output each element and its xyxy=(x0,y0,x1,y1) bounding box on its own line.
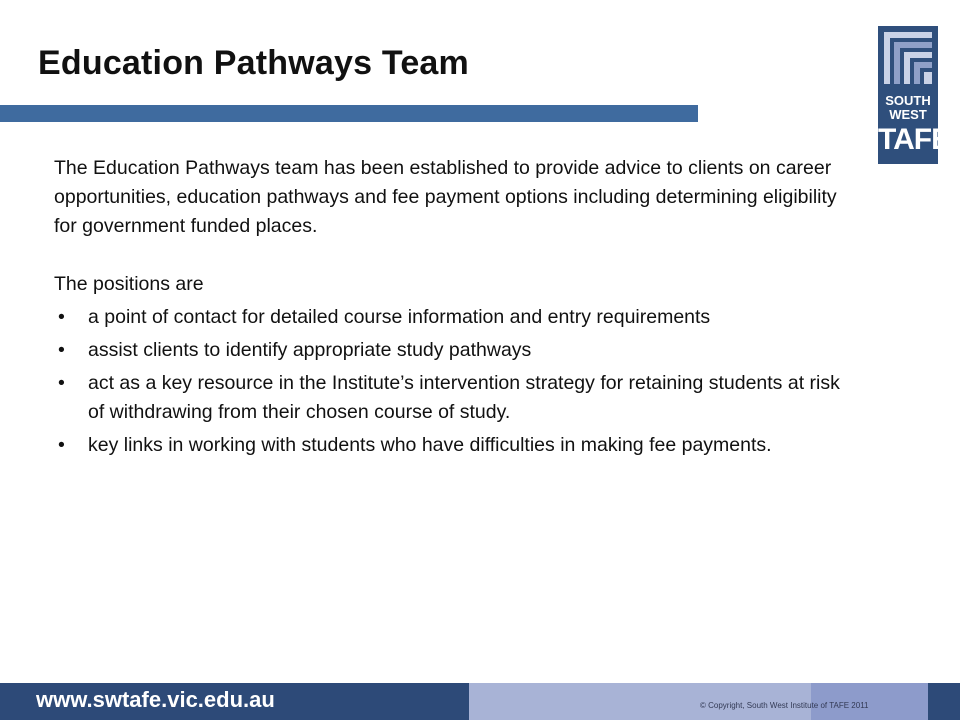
footer-segment xyxy=(469,683,691,720)
list-item-text: assist clients to identify appropriate study pathways xyxy=(88,339,532,361)
website-link[interactable]: www.swtafe.vic.edu.au xyxy=(36,687,275,712)
slide-body xyxy=(54,154,854,460)
bullet-glyph: • xyxy=(58,434,65,456)
list-item-text: key links in working with students who have difficulties in making fee payments. xyxy=(88,434,772,456)
bullet-glyph: • xyxy=(58,339,65,361)
copyright-notice: © Copyright, South West Institute of TAFE 2011 xyxy=(700,701,869,710)
list-item xyxy=(54,431,854,460)
list-item xyxy=(54,336,854,365)
list-item-text: a point of contact for detailed course information and entry requirements xyxy=(88,306,711,328)
bullet-glyph: • xyxy=(58,306,65,328)
list-item xyxy=(54,303,854,332)
positions-list xyxy=(54,303,854,460)
positions-label: The positions are xyxy=(54,273,204,295)
bullet-glyph: • xyxy=(58,372,65,394)
logo-text-tafe: TAFE xyxy=(878,123,951,156)
south-west-tafe-logo xyxy=(878,26,951,164)
footer-segment xyxy=(928,683,960,720)
intro-paragraph: The Education Pathways team has been established to provide advice to clients on career opportunities, education pathways and fee payment options including determining eligibility for government funded places. xyxy=(54,157,837,237)
logo-squares-graphic xyxy=(878,26,938,96)
logo-text-west: WEST xyxy=(889,107,927,122)
title-underline-bar xyxy=(0,105,698,122)
logo-text-south: SOUTH xyxy=(885,93,931,108)
list-item-text: act as a key resource in the Institute’s intervention strategy for retaining students at risk of withdrawing from their chosen course of study. xyxy=(88,372,840,423)
list-item xyxy=(54,369,854,427)
slide-title: Education Pathways Team xyxy=(38,44,469,82)
